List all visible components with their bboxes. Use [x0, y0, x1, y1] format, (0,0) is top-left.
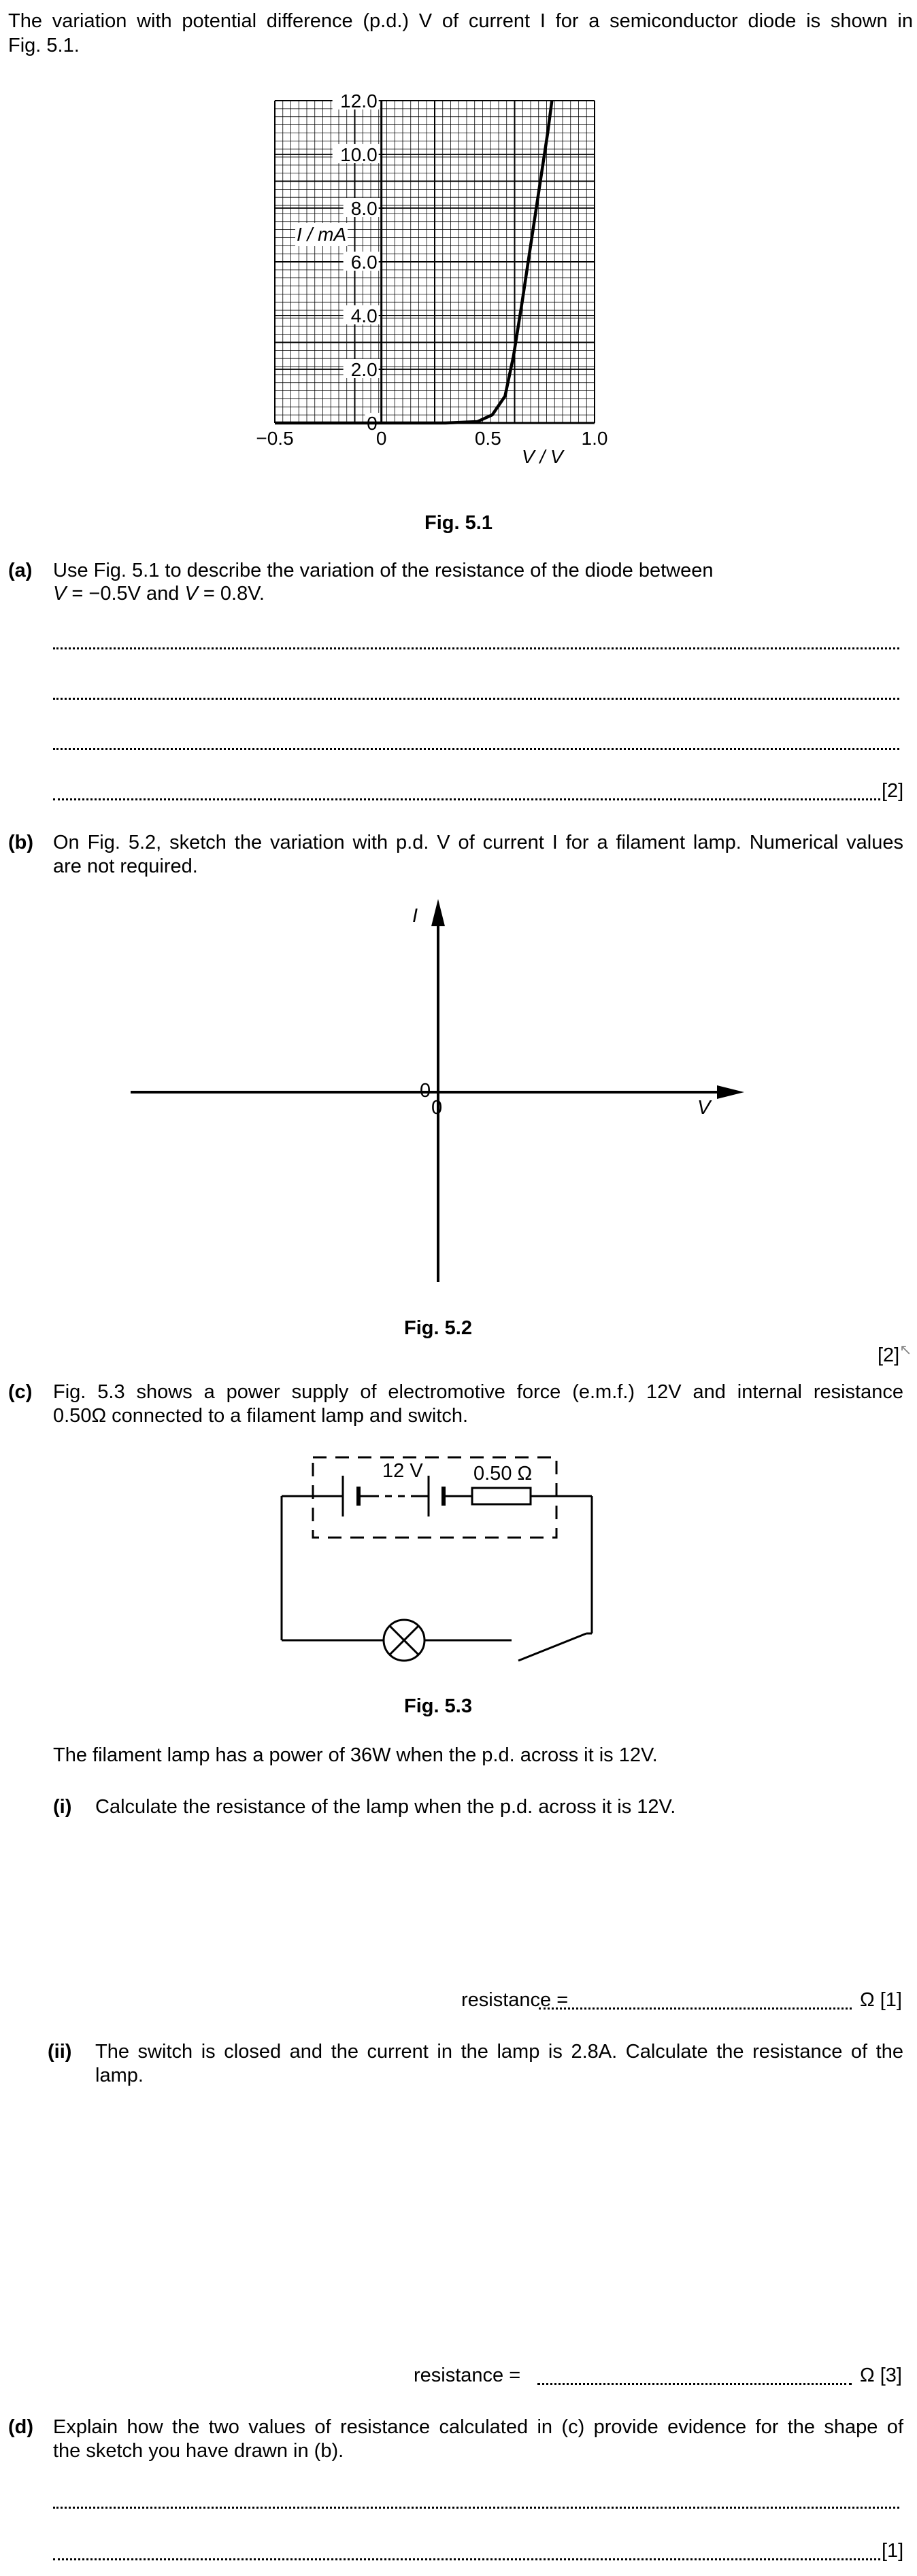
- qcii-answer-label: resistance =: [414, 2365, 521, 2386]
- qci-label: (i): [53, 1796, 72, 1818]
- fig-5-3-caption: Fig. 5.3: [404, 1695, 472, 1717]
- qcii-answer-field[interactable]: [537, 2383, 852, 2385]
- qci-unit-marks: Ω [1]: [860, 1989, 902, 2011]
- qci-text: Calculate the resistance of the lamp when the p.d. across it is 12V.: [95, 1796, 676, 1818]
- y-tick-label: 10.0: [340, 144, 378, 165]
- fig-5-2-x-axis-label: V: [697, 1097, 711, 1119]
- y-tick-label: 8.0: [350, 198, 378, 219]
- qci-answer-field[interactable]: [539, 2007, 852, 2010]
- fig-5-2-origin-y: 0: [420, 1080, 431, 1102]
- qcii-unit-marks: Ω [3]: [860, 2365, 902, 2386]
- qc-lamp-text: The filament lamp has a power of 36W when the p.d. across it is 12V.: [53, 1744, 658, 1766]
- x-tick-label: 0.5: [474, 428, 501, 449]
- switch-icon: [518, 1633, 586, 1661]
- fig-5-1-x-label: V / V: [522, 446, 563, 467]
- qc-line-1: Fig. 5.3 shows a power supply of electromotive force (e.m.f.) 12V and internal resistance: [53, 1381, 903, 1403]
- x-tick-label: 1.0: [581, 428, 608, 449]
- qb-marks: [2]: [878, 1344, 900, 1366]
- qa-label: (a): [8, 560, 33, 581]
- qd-label: (d): [8, 2416, 34, 2438]
- y-tick-label: 0: [367, 413, 378, 434]
- qd-answer-line-2[interactable]: [53, 2558, 880, 2560]
- fig-5-3-resistance-label: 0.50 Ω: [473, 1463, 533, 1485]
- qc-line-2: 0.50Ω connected to a filament lamp and switch.: [53, 1405, 469, 1427]
- qd-answer-line-1[interactable]: [53, 2507, 899, 2509]
- fig-5-1-caption: Fig. 5.1: [424, 512, 493, 534]
- fig-5-1-y-label: I / mA: [297, 224, 347, 245]
- internal-resistor: [472, 1488, 531, 1504]
- qb-line-1: On Fig. 5.2, sketch the variation with p.d. V of current I for a filament lamp. Numerical values: [53, 832, 903, 853]
- qcii-line-1: The switch is closed and the current in the lamp is 2.8A. Calculate the resistance of the: [95, 2041, 903, 2063]
- qb-label: (b): [8, 832, 34, 853]
- cursor-icon: ↖: [899, 1341, 912, 1358]
- qci-answer-label: resistance =: [461, 1989, 569, 2011]
- y-tick-label: 12.0: [340, 90, 378, 112]
- qb-line-2: are not required.: [53, 855, 198, 877]
- y-tick-label: 2.0: [350, 359, 378, 380]
- x-tick-label: −0.5: [256, 428, 294, 449]
- qcii-line-2: lamp.: [95, 2065, 144, 2086]
- fig-5-3-emf-label: 12 V: [382, 1460, 423, 1482]
- y-tick-label: 4.0: [350, 305, 378, 326]
- qcii-label: (ii): [48, 2041, 72, 2063]
- y-tick-label: 6.0: [350, 252, 378, 273]
- qd-line-2: the sketch you have drawn in (b).: [53, 2440, 344, 2462]
- intro-line-2: Fig. 5.1.: [8, 35, 80, 56]
- qc-label: (c): [8, 1381, 33, 1403]
- fig-5-2-origin-x: 0: [431, 1097, 443, 1119]
- fig-5-2-y-axis-label: I: [412, 905, 418, 927]
- fig-5-2-caption: Fig. 5.2: [404, 1317, 472, 1339]
- qd-marks: [1]: [882, 2540, 904, 2562]
- qd-line-1: Explain how the two values of resistance calculated in (c) provide evidence for the shape of: [53, 2416, 903, 2438]
- qa-line-1: Use Fig. 5.1 to describe the variation of the resistance of the diode between: [53, 560, 714, 581]
- intro-line-1: The variation with potential difference (p.d.) V of current I for a semiconductor diode is shown in: [8, 10, 913, 32]
- qa-line-2: V = −0.5V and V = 0.8V.: [53, 583, 265, 605]
- qa-marks: [2]: [882, 780, 904, 802]
- x-tick-label: 0: [376, 428, 387, 449]
